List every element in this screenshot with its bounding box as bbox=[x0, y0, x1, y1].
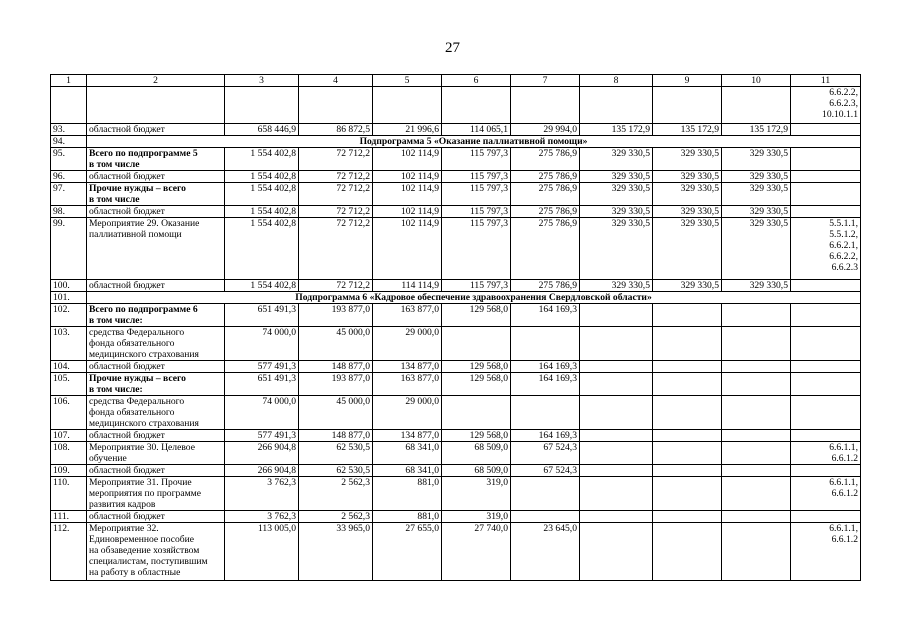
amount-cell: 577 491,3 bbox=[225, 361, 299, 373]
amount-cell bbox=[722, 511, 791, 523]
amount-cell: 135 172,9 bbox=[653, 124, 722, 136]
amount-cell: 62 530,5 bbox=[299, 465, 373, 477]
row-number-cell: 112. bbox=[51, 523, 87, 581]
amount-cell: 102 114,9 bbox=[373, 218, 442, 280]
column-number-cell: 2 bbox=[87, 75, 225, 87]
amount-cell: 329 330,5 bbox=[653, 171, 722, 183]
column-number-cell: 6 bbox=[442, 75, 511, 87]
amount-cell bbox=[580, 523, 653, 581]
amount-cell: 658 446,9 bbox=[225, 124, 299, 136]
amount-cell bbox=[580, 87, 653, 124]
amount-cell: 163 877,0 bbox=[373, 304, 442, 327]
column-number-cell: 9 bbox=[653, 75, 722, 87]
amount-cell bbox=[722, 430, 791, 442]
amount-cell: 651 491,3 bbox=[225, 304, 299, 327]
amount-cell: 68 509,0 bbox=[442, 442, 511, 465]
amount-cell: 193 877,0 bbox=[299, 304, 373, 327]
amount-cell: 129 568,0 bbox=[442, 430, 511, 442]
row-number-cell: 99. bbox=[51, 218, 87, 280]
amount-cell bbox=[722, 361, 791, 373]
amount-cell: 164 169,3 bbox=[511, 373, 580, 396]
target-refs-cell: 6.6.1.1, 6.6.1.2 bbox=[791, 442, 861, 465]
amount-cell bbox=[722, 304, 791, 327]
amount-cell: 68 341,0 bbox=[373, 442, 442, 465]
amount-cell: 115 797,3 bbox=[442, 183, 511, 206]
amount-cell: 266 904,8 bbox=[225, 442, 299, 465]
amount-cell: 72 712,2 bbox=[299, 280, 373, 292]
amount-cell: 74 000,0 bbox=[225, 327, 299, 361]
amount-cell bbox=[511, 477, 580, 511]
amount-cell: 329 330,5 bbox=[580, 148, 653, 171]
amount-cell: 651 491,3 bbox=[225, 373, 299, 396]
amount-cell: 577 491,3 bbox=[225, 430, 299, 442]
amount-cell: 129 568,0 bbox=[442, 361, 511, 373]
column-number-cell: 3 bbox=[225, 75, 299, 87]
amount-cell: 29 000,0 bbox=[373, 327, 442, 361]
table-row bbox=[51, 396, 861, 430]
amount-cell: 113 005,0 bbox=[225, 523, 299, 581]
target-refs-cell: 5.5.1.1, 5.5.1.2, 6.6.2.1, 6.6.2.2, 6.6.2.3 bbox=[791, 218, 861, 280]
amount-cell: 329 330,5 bbox=[580, 280, 653, 292]
amount-cell bbox=[511, 327, 580, 361]
amount-cell: 275 786,9 bbox=[511, 206, 580, 218]
amount-cell: 29 000,0 bbox=[373, 396, 442, 430]
section-title-cell: Подпрограмма 5 «Оказание паллиативной помощи» bbox=[87, 136, 861, 148]
section-title-cell: Подпрограмма 6 «Кадровое обеспечение здравоохранения Свердловской области» bbox=[87, 292, 861, 304]
amount-cell: 102 114,9 bbox=[373, 206, 442, 218]
amount-cell: 329 330,5 bbox=[580, 183, 653, 206]
amount-cell bbox=[722, 327, 791, 361]
column-number-cell: 5 bbox=[373, 75, 442, 87]
target-refs-cell bbox=[791, 373, 861, 396]
row-number-cell: 100. bbox=[51, 280, 87, 292]
table-row bbox=[51, 124, 861, 136]
amount-cell bbox=[299, 87, 373, 124]
amount-cell: 3 762,3 bbox=[225, 511, 299, 523]
item-name-cell: областной бюджет bbox=[87, 124, 225, 136]
amount-cell: 275 786,9 bbox=[511, 218, 580, 280]
column-number-cell: 1 bbox=[51, 75, 87, 87]
amount-cell: 114 114,9 bbox=[373, 280, 442, 292]
row-number-cell: 96. bbox=[51, 171, 87, 183]
amount-cell: 2 562,3 bbox=[299, 511, 373, 523]
target-refs-cell bbox=[791, 183, 861, 206]
amount-cell: 319,0 bbox=[442, 477, 511, 511]
amount-cell bbox=[373, 87, 442, 124]
amount-cell: 329 330,5 bbox=[722, 148, 791, 171]
amount-cell bbox=[580, 430, 653, 442]
amount-cell bbox=[722, 465, 791, 477]
amount-cell: 27 740,0 bbox=[442, 523, 511, 581]
amount-cell: 68 509,0 bbox=[442, 465, 511, 477]
row-number-cell: 109. bbox=[51, 465, 87, 477]
target-refs-cell bbox=[791, 171, 861, 183]
amount-cell bbox=[653, 373, 722, 396]
target-refs-cell bbox=[791, 396, 861, 430]
amount-cell: 74 000,0 bbox=[225, 396, 299, 430]
amount-cell: 2 562,3 bbox=[299, 477, 373, 511]
table-row bbox=[51, 511, 861, 523]
item-name-cell: Мероприятие 32. Единовременное пособие на обзаведение хозяйством специалистам, поступившим на работу в областные bbox=[87, 523, 225, 581]
table-row bbox=[51, 373, 861, 396]
amount-cell bbox=[722, 373, 791, 396]
item-name-cell: средства Федерального фонда обязательного медицинского страхования bbox=[87, 327, 225, 361]
amount-cell bbox=[653, 477, 722, 511]
amount-cell bbox=[580, 511, 653, 523]
amount-cell bbox=[722, 477, 791, 511]
amount-cell: 1 554 402,8 bbox=[225, 171, 299, 183]
amount-cell: 115 797,3 bbox=[442, 218, 511, 280]
amount-cell: 329 330,5 bbox=[722, 183, 791, 206]
item-name-cell bbox=[87, 87, 225, 124]
amount-cell bbox=[511, 396, 580, 430]
amount-cell: 45 000,0 bbox=[299, 396, 373, 430]
target-refs-cell bbox=[791, 430, 861, 442]
amount-cell: 148 877,0 bbox=[299, 430, 373, 442]
row-number-cell: 95. bbox=[51, 148, 87, 171]
column-number-cell: 11 bbox=[791, 75, 861, 87]
amount-cell bbox=[653, 304, 722, 327]
item-name-cell: средства Федерального фонда обязательного медицинского страхования bbox=[87, 396, 225, 430]
amount-cell bbox=[653, 511, 722, 523]
amount-cell bbox=[653, 430, 722, 442]
amount-cell: 164 169,3 bbox=[511, 304, 580, 327]
amount-cell bbox=[580, 477, 653, 511]
amount-cell bbox=[580, 442, 653, 465]
column-number-cell: 8 bbox=[580, 75, 653, 87]
amount-cell: 1 554 402,8 bbox=[225, 206, 299, 218]
row-number-cell: 111. bbox=[51, 511, 87, 523]
table-row bbox=[51, 171, 861, 183]
amount-cell: 115 797,3 bbox=[442, 148, 511, 171]
item-name-cell: Всего по подпрограмме 6 в том числе: bbox=[87, 304, 225, 327]
amount-cell: 881,0 bbox=[373, 511, 442, 523]
row-number-cell: 106. bbox=[51, 396, 87, 430]
amount-cell bbox=[511, 87, 580, 124]
amount-cell: 329 330,5 bbox=[653, 218, 722, 280]
amount-cell: 72 712,2 bbox=[299, 206, 373, 218]
amount-cell: 72 712,2 bbox=[299, 171, 373, 183]
amount-cell: 33 965,0 bbox=[299, 523, 373, 581]
amount-cell: 21 996,6 bbox=[373, 124, 442, 136]
item-name-cell: Мероприятие 31. Прочие мероприятия по программе развития кадров bbox=[87, 477, 225, 511]
section-row bbox=[51, 292, 861, 304]
row-number-cell: 101. bbox=[51, 292, 87, 304]
amount-cell: 329 330,5 bbox=[722, 280, 791, 292]
column-number-cell: 7 bbox=[511, 75, 580, 87]
row-number-cell: 105. bbox=[51, 373, 87, 396]
row-number-cell: 94. bbox=[51, 136, 87, 148]
target-refs-cell: 6.6.1.1, 6.6.1.2 bbox=[791, 477, 861, 511]
column-number-row bbox=[51, 75, 861, 87]
amount-cell bbox=[580, 465, 653, 477]
target-refs-cell bbox=[791, 124, 861, 136]
target-refs-cell bbox=[791, 206, 861, 218]
table-row bbox=[51, 218, 861, 280]
amount-cell: 329 330,5 bbox=[722, 206, 791, 218]
row-number-cell: 107. bbox=[51, 430, 87, 442]
amount-cell: 135 172,9 bbox=[722, 124, 791, 136]
amount-cell bbox=[580, 373, 653, 396]
item-name-cell: областной бюджет bbox=[87, 280, 225, 292]
amount-cell: 1 554 402,8 bbox=[225, 218, 299, 280]
amount-cell: 329 330,5 bbox=[722, 171, 791, 183]
table-row bbox=[51, 477, 861, 511]
amount-cell bbox=[580, 327, 653, 361]
row-number-cell: 103. bbox=[51, 327, 87, 361]
amount-cell bbox=[225, 87, 299, 124]
amount-cell: 102 114,9 bbox=[373, 148, 442, 171]
amount-cell bbox=[653, 442, 722, 465]
amount-cell: 193 877,0 bbox=[299, 373, 373, 396]
amount-cell bbox=[511, 511, 580, 523]
amount-cell: 329 330,5 bbox=[580, 218, 653, 280]
table-row bbox=[51, 87, 861, 124]
amount-cell: 1 554 402,8 bbox=[225, 148, 299, 171]
amount-cell: 275 786,9 bbox=[511, 183, 580, 206]
target-refs-cell bbox=[791, 465, 861, 477]
table-row bbox=[51, 465, 861, 477]
amount-cell: 72 712,2 bbox=[299, 218, 373, 280]
amount-cell: 72 712,2 bbox=[299, 148, 373, 171]
target-refs-cell bbox=[791, 511, 861, 523]
amount-cell: 329 330,5 bbox=[580, 171, 653, 183]
column-number-cell: 4 bbox=[299, 75, 373, 87]
amount-cell: 67 524,3 bbox=[511, 465, 580, 477]
amount-cell bbox=[580, 396, 653, 430]
section-row bbox=[51, 136, 861, 148]
amount-cell: 329 330,5 bbox=[722, 218, 791, 280]
amount-cell: 148 877,0 bbox=[299, 361, 373, 373]
amount-cell: 23 645,0 bbox=[511, 523, 580, 581]
table-row bbox=[51, 206, 861, 218]
target-refs-cell bbox=[791, 361, 861, 373]
amount-cell: 102 114,9 bbox=[373, 183, 442, 206]
amount-cell: 129 568,0 bbox=[442, 304, 511, 327]
amount-cell: 115 797,3 bbox=[442, 280, 511, 292]
target-refs-cell: 6.6.1.1, 6.6.1.2 bbox=[791, 523, 861, 581]
table-row bbox=[51, 361, 861, 373]
amount-cell: 164 169,3 bbox=[511, 430, 580, 442]
amount-cell: 114 065,1 bbox=[442, 124, 511, 136]
row-number-cell: 97. bbox=[51, 183, 87, 206]
amount-cell bbox=[442, 396, 511, 430]
amount-cell: 329 330,5 bbox=[653, 206, 722, 218]
item-name-cell: областной бюджет bbox=[87, 511, 225, 523]
table-row bbox=[51, 430, 861, 442]
amount-cell bbox=[722, 87, 791, 124]
amount-cell: 275 786,9 bbox=[511, 171, 580, 183]
row-number-cell: 93. bbox=[51, 124, 87, 136]
amount-cell: 319,0 bbox=[442, 511, 511, 523]
amount-cell: 329 330,5 bbox=[580, 206, 653, 218]
row-number-cell: 108. bbox=[51, 442, 87, 465]
column-number-cell: 10 bbox=[722, 75, 791, 87]
item-name-cell: областной бюджет bbox=[87, 361, 225, 373]
amount-cell bbox=[442, 327, 511, 361]
amount-cell bbox=[653, 465, 722, 477]
amount-cell bbox=[653, 396, 722, 430]
amount-cell: 129 568,0 bbox=[442, 373, 511, 396]
item-name-cell: областной бюджет bbox=[87, 465, 225, 477]
table-row bbox=[51, 183, 861, 206]
target-refs-cell bbox=[791, 304, 861, 327]
item-name-cell: областной бюджет bbox=[87, 206, 225, 218]
amount-cell: 115 797,3 bbox=[442, 171, 511, 183]
target-refs-cell: 6.6.2.2, 6.6.2.3, 10.10.1.1 bbox=[791, 87, 861, 124]
amount-cell: 329 330,5 bbox=[653, 280, 722, 292]
amount-cell bbox=[722, 442, 791, 465]
amount-cell bbox=[722, 523, 791, 581]
amount-cell: 164 169,3 bbox=[511, 361, 580, 373]
amount-cell: 62 530,5 bbox=[299, 442, 373, 465]
amount-cell: 163 877,0 bbox=[373, 373, 442, 396]
row-number-cell: 102. bbox=[51, 304, 87, 327]
page-number: 27 bbox=[445, 40, 460, 56]
target-refs-cell bbox=[791, 280, 861, 292]
amount-cell: 115 797,3 bbox=[442, 206, 511, 218]
amount-cell bbox=[653, 327, 722, 361]
amount-cell bbox=[442, 87, 511, 124]
amount-cell: 68 341,0 bbox=[373, 465, 442, 477]
budget-table bbox=[50, 74, 861, 581]
target-refs-cell bbox=[791, 327, 861, 361]
table-row bbox=[51, 327, 861, 361]
amount-cell: 72 712,2 bbox=[299, 183, 373, 206]
amount-cell: 1 554 402,8 bbox=[225, 183, 299, 206]
item-name-cell: Прочие нужды – всего в том числе: bbox=[87, 373, 225, 396]
amount-cell: 266 904,8 bbox=[225, 465, 299, 477]
table-row bbox=[51, 442, 861, 465]
amount-cell bbox=[653, 87, 722, 124]
row-number-cell: 104. bbox=[51, 361, 87, 373]
amount-cell: 134 877,0 bbox=[373, 430, 442, 442]
row-number-cell: 98. bbox=[51, 206, 87, 218]
table-row bbox=[51, 148, 861, 171]
row-number-cell: 110. bbox=[51, 477, 87, 511]
amount-cell: 134 877,0 bbox=[373, 361, 442, 373]
amount-cell: 45 000,0 bbox=[299, 327, 373, 361]
amount-cell bbox=[580, 361, 653, 373]
amount-cell: 329 330,5 bbox=[653, 183, 722, 206]
amount-cell: 275 786,9 bbox=[511, 148, 580, 171]
item-name-cell: Мероприятие 30. Целевое обучение bbox=[87, 442, 225, 465]
amount-cell: 67 524,3 bbox=[511, 442, 580, 465]
table-row bbox=[51, 280, 861, 292]
item-name-cell: Прочие нужды – всего в том числе bbox=[87, 183, 225, 206]
amount-cell: 881,0 bbox=[373, 477, 442, 511]
amount-cell bbox=[580, 304, 653, 327]
amount-cell: 29 994,0 bbox=[511, 124, 580, 136]
amount-cell bbox=[653, 361, 722, 373]
amount-cell: 102 114,9 bbox=[373, 171, 442, 183]
item-name-cell: областной бюджет bbox=[87, 430, 225, 442]
row-number-cell bbox=[51, 87, 87, 124]
amount-cell: 3 762,3 bbox=[225, 477, 299, 511]
amount-cell bbox=[722, 396, 791, 430]
amount-cell: 135 172,9 bbox=[580, 124, 653, 136]
amount-cell: 86 872,5 bbox=[299, 124, 373, 136]
amount-cell: 27 655,0 bbox=[373, 523, 442, 581]
amount-cell bbox=[653, 523, 722, 581]
table-row bbox=[51, 304, 861, 327]
item-name-cell: Всего по подпрограмме 5 в том числе bbox=[87, 148, 225, 171]
amount-cell: 1 554 402,8 bbox=[225, 280, 299, 292]
amount-cell: 329 330,5 bbox=[653, 148, 722, 171]
amount-cell: 275 786,9 bbox=[511, 280, 580, 292]
table-row bbox=[51, 523, 861, 581]
item-name-cell: областной бюджет bbox=[87, 171, 225, 183]
item-name-cell: Мероприятие 29. Оказание паллиативной помощи bbox=[87, 218, 225, 280]
target-refs-cell bbox=[791, 148, 861, 171]
